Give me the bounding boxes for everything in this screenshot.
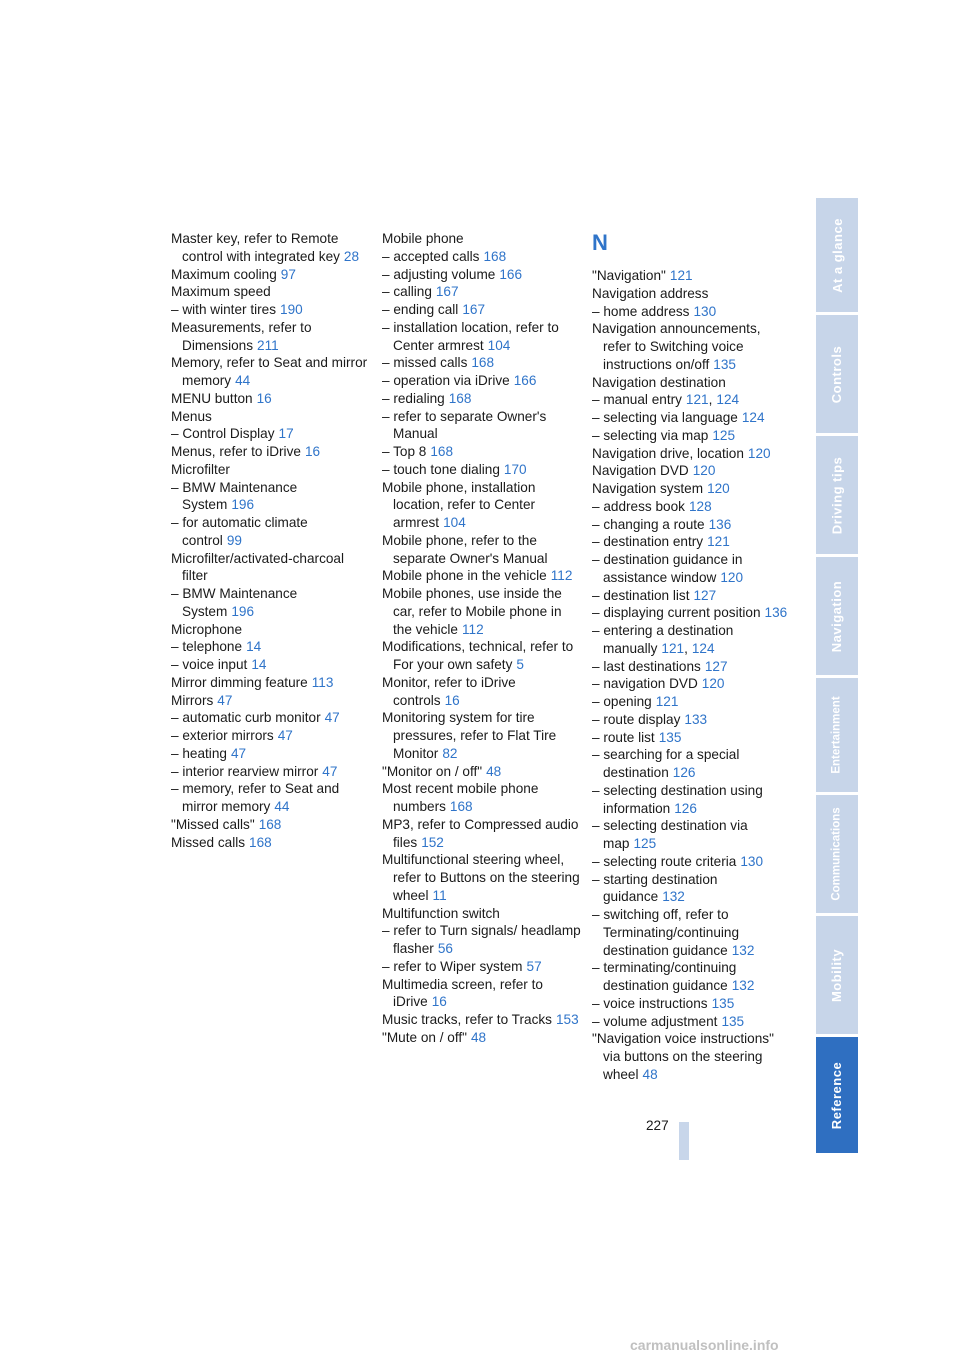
index-entry-text: Multimedia screen, refer to iDrive bbox=[382, 976, 543, 1010]
page-reference-link[interactable]: 47 bbox=[324, 710, 340, 726]
index-entry-text: Music tracks, refer to Tracks bbox=[382, 1012, 552, 1027]
page-reference-link[interactable]: 126 bbox=[672, 765, 696, 780]
index-entry-text: – last destinations bbox=[592, 658, 701, 674]
page-reference-link[interactable]: 152 bbox=[421, 834, 444, 850]
page-marker bbox=[679, 1122, 689, 1160]
index-entry-text: – adjusting volume bbox=[382, 266, 496, 282]
section-tab-communications[interactable] bbox=[816, 795, 858, 913]
page-reference-link[interactable]: 166 bbox=[499, 266, 523, 282]
page-reference-link[interactable]: 132 bbox=[731, 942, 755, 958]
index-entry bbox=[382, 709, 582, 762]
page-reference-link[interactable]: 82 bbox=[442, 745, 458, 761]
index-entry-text: Navigation system bbox=[592, 481, 704, 496]
page-reference-link[interactable]: 104 bbox=[443, 515, 466, 530]
index-entry bbox=[171, 301, 371, 319]
index-entry-text: Memory, refer to Seat and mirror memory bbox=[171, 355, 368, 388]
page-reference-link[interactable]: 5 bbox=[516, 657, 524, 672]
index-entry bbox=[592, 462, 792, 480]
index-entry-text: Mirrors bbox=[171, 692, 214, 708]
index-entry bbox=[382, 816, 582, 852]
index-entry-text: – destination list bbox=[592, 587, 690, 603]
page-reference-link[interactable]: 136 bbox=[708, 516, 732, 532]
index-entry-text: – opening bbox=[592, 694, 652, 709]
index-entry-text: – accepted calls bbox=[382, 248, 480, 264]
index-entry bbox=[382, 763, 582, 781]
index-entry-text: – memory, refer to Seat and mirror memory bbox=[171, 781, 340, 814]
index-letter-heading: N bbox=[592, 230, 608, 255]
index-entry bbox=[592, 906, 792, 959]
section-tab-controls[interactable] bbox=[816, 315, 858, 433]
index-entry bbox=[382, 354, 582, 372]
index-entry-text: – starting destination guidance bbox=[592, 871, 718, 905]
index-entry-text: – selecting via language bbox=[592, 410, 738, 425]
section-tab-mobility[interactable] bbox=[816, 916, 858, 1034]
index-entry bbox=[382, 958, 582, 976]
page-reference-link[interactable]: 168 bbox=[471, 355, 495, 371]
page-reference-link[interactable]: 133 bbox=[684, 711, 708, 727]
page-reference-link[interactable]: 166 bbox=[513, 373, 537, 388]
section-tab-driving-tips[interactable] bbox=[816, 436, 858, 554]
index-entry bbox=[592, 445, 792, 463]
index-entry bbox=[171, 408, 371, 426]
index-entry-text: – Top 8 bbox=[382, 444, 427, 459]
index-entry-text: – changing a route bbox=[592, 516, 705, 532]
page-reference-link[interactable]: 99 bbox=[226, 532, 242, 548]
index-entry bbox=[382, 479, 582, 532]
index-entry bbox=[382, 443, 582, 461]
index-entry bbox=[592, 516, 792, 534]
section-tab-label: Mobility bbox=[829, 948, 845, 1002]
index-entry bbox=[382, 638, 582, 674]
page-reference-link[interactable]: 124 bbox=[691, 640, 715, 656]
page-reference-link[interactable]: 16 bbox=[431, 994, 447, 1010]
section-tab-label: Driving tips bbox=[829, 456, 845, 534]
index-entry-text: – exterior mirrors bbox=[171, 728, 274, 743]
page-reference-link[interactable]: 17 bbox=[278, 426, 294, 442]
page-reference-link[interactable]: 124 bbox=[716, 392, 740, 408]
section-tab-label: Navigation bbox=[829, 580, 845, 652]
index-entry-text: Mobile phone, refer to the separate Owner's Manual bbox=[382, 532, 548, 566]
index-entry-text: – refer to Turn signals/ headlamp flasher bbox=[382, 923, 581, 956]
index-entry-text: – searching for a special destination bbox=[592, 747, 740, 780]
page-reference-link[interactable]: 196 bbox=[231, 497, 255, 513]
index-entry-text: – operation via iDrive bbox=[382, 373, 510, 388]
page-reference-link[interactable]: 170 bbox=[503, 461, 527, 477]
page-reference-link[interactable]: 56 bbox=[437, 941, 453, 956]
index-entry bbox=[382, 674, 582, 710]
index-entry bbox=[171, 425, 371, 443]
index-entry bbox=[171, 266, 371, 284]
page-reference-link[interactable]: 120 bbox=[692, 463, 716, 479]
index-entry bbox=[592, 729, 792, 747]
page-reference-link[interactable]: 135 bbox=[721, 1013, 745, 1029]
page-reference-link[interactable]: 47 bbox=[277, 728, 293, 743]
section-tab-label: Controls bbox=[829, 345, 845, 403]
index-entry bbox=[171, 390, 371, 408]
page-reference-link[interactable]: 16 bbox=[444, 692, 460, 708]
page-reference-link[interactable]: 48 bbox=[486, 763, 502, 779]
section-tab-label: Reference bbox=[829, 1061, 845, 1129]
index-entry-text: – BMW Maintenance System bbox=[171, 586, 298, 619]
index-entry-text: Microfilter bbox=[171, 461, 230, 477]
index-entry bbox=[171, 514, 371, 550]
index-entry bbox=[171, 479, 371, 515]
index-entry bbox=[382, 461, 582, 479]
index-entry bbox=[382, 230, 582, 248]
index-entry bbox=[382, 266, 582, 284]
index-entry bbox=[592, 409, 792, 427]
index-entry-text: Mirror dimming feature bbox=[171, 674, 308, 690]
index-entry bbox=[592, 267, 792, 285]
index-entry-text: – navigation DVD bbox=[592, 676, 698, 692]
index-entry bbox=[171, 443, 371, 461]
page-reference-link[interactable]: 127 bbox=[704, 658, 728, 674]
page-reference-link[interactable]: 47 bbox=[217, 692, 233, 708]
page-reference-link[interactable]: 120 bbox=[747, 445, 771, 461]
index-entry bbox=[382, 319, 582, 355]
page-reference-link[interactable]: 47 bbox=[230, 745, 247, 761]
index-entry-text: MENU button bbox=[171, 390, 253, 406]
index-entry-text: Missed calls bbox=[171, 834, 246, 850]
index-entry bbox=[171, 656, 371, 674]
index-entry-text: Microphone bbox=[171, 621, 243, 637]
index-entry-text: Navigation drive, location bbox=[592, 445, 744, 461]
page-reference-link[interactable]: 112 bbox=[550, 568, 573, 584]
index-entry bbox=[592, 658, 792, 676]
page-reference-link[interactable]: 136 bbox=[764, 605, 788, 621]
section-tab-label: Communications bbox=[831, 807, 844, 901]
page-reference-link[interactable]: 44 bbox=[235, 373, 251, 388]
index-entry-text: – displaying current position bbox=[592, 605, 761, 621]
index-entry bbox=[592, 711, 792, 729]
index-entry-text: – installation location, refer to Center armrest bbox=[382, 319, 559, 353]
index-entry-text: Master key, refer to Remote control with integrated key bbox=[171, 231, 340, 264]
index-entry-text: – manual entry bbox=[592, 392, 682, 408]
index-entry-text: "Mute on / off" bbox=[382, 1029, 467, 1045]
index-entry bbox=[171, 283, 371, 301]
page-number: 227 bbox=[646, 1118, 669, 1133]
index-entry: – entering a destination manually 121, 124 bbox=[592, 623, 734, 656]
index-column-3 bbox=[592, 230, 792, 1084]
index-entry bbox=[592, 1030, 792, 1083]
page-reference-link[interactable]: 28 bbox=[343, 248, 360, 264]
index-entry bbox=[592, 427, 792, 445]
index-entry bbox=[171, 692, 371, 710]
index-entry-text: Mobile phone, installation location, refer to Center armrest bbox=[382, 479, 536, 530]
index-entry-text: – selecting destination via map bbox=[592, 818, 748, 851]
index-entry-text: – with winter tires bbox=[171, 302, 277, 317]
index-entry bbox=[382, 976, 582, 1012]
index-entry bbox=[171, 319, 371, 355]
page-reference-link[interactable]: 132 bbox=[662, 889, 685, 905]
index-entry-text: – volume adjustment bbox=[592, 1013, 718, 1029]
section-tab-reference[interactable] bbox=[816, 1037, 858, 1153]
index-entry-text: – refer to Wiper system bbox=[382, 958, 523, 974]
page-reference-link[interactable]: 125 bbox=[633, 836, 657, 851]
section-tab-label: At a glance bbox=[829, 217, 845, 293]
index-entry-text: – BMW Maintenance System bbox=[171, 479, 298, 513]
watermark: carmanualsonline.info bbox=[630, 1337, 779, 1353]
index-entry bbox=[382, 922, 582, 958]
index-entry-text: – automatic curb monitor bbox=[171, 710, 321, 726]
index-entry-text: Monitor, refer to iDrive controls bbox=[382, 674, 516, 708]
index-entry-text: Maximum speed bbox=[171, 284, 271, 300]
index-entry bbox=[382, 905, 582, 923]
index-entry-text: Mobile phone in the vehicle bbox=[382, 568, 547, 584]
index-entry bbox=[171, 674, 371, 692]
page-reference-link[interactable]: 168 bbox=[483, 248, 507, 264]
index-entry bbox=[592, 782, 792, 818]
section-tab-navigation[interactable] bbox=[816, 557, 858, 675]
index-entry-text: – voice input bbox=[171, 657, 248, 672]
page-reference-link[interactable]: 168 bbox=[249, 834, 272, 850]
index-entry-text: "Monitor on / off" bbox=[382, 763, 483, 779]
index-entry-text: – route display bbox=[592, 711, 681, 727]
index-entry bbox=[592, 374, 792, 392]
index-entry-text: Menus, refer to iDrive bbox=[171, 444, 301, 459]
index-entry bbox=[592, 533, 792, 551]
index-entry bbox=[171, 763, 371, 781]
index-entry-text: – refer to separate Owner's Manual bbox=[382, 408, 547, 442]
index-entry-text: – home address bbox=[592, 303, 690, 319]
index-entry bbox=[382, 1011, 582, 1029]
section-tab-label: Entertainment bbox=[831, 696, 844, 774]
index-entry bbox=[382, 567, 582, 585]
page-reference-link[interactable]: 168 bbox=[258, 816, 282, 832]
index-entry-text: Most recent mobile phone numbers bbox=[382, 781, 539, 814]
index-entry-text: – route list bbox=[592, 729, 655, 745]
index-entry bbox=[382, 390, 582, 408]
page-reference-link[interactable]: 196 bbox=[231, 603, 255, 619]
index-entry bbox=[171, 709, 371, 727]
page-reference-link[interactable]: 127 bbox=[693, 587, 717, 603]
page-reference-link[interactable]: 113 bbox=[311, 674, 334, 690]
index-entry bbox=[382, 532, 582, 568]
page-reference-link[interactable]: 121 bbox=[707, 534, 730, 550]
index-entry bbox=[171, 354, 371, 390]
index-entry-text: "Navigation" bbox=[592, 268, 666, 283]
page-reference-link[interactable]: 14 bbox=[251, 657, 267, 672]
index-entry bbox=[171, 816, 371, 834]
index-entry-text: Navigation destination bbox=[592, 374, 726, 390]
index-entry-text: – selecting destination using information bbox=[592, 782, 763, 816]
index-entry-text: – destination entry bbox=[592, 534, 704, 550]
index-entry-text: – interior rearview mirror bbox=[171, 763, 319, 779]
index-entry-text: – calling bbox=[382, 284, 432, 300]
index-entry bbox=[592, 303, 792, 321]
index-entry bbox=[171, 745, 371, 763]
index-entry-text: "Navigation voice instructions" via buttons on the steering wheel bbox=[592, 1031, 774, 1082]
index-entry-text: Navigation DVD bbox=[592, 463, 689, 479]
page-reference-link[interactable]: 167 bbox=[435, 284, 459, 300]
page-reference-link[interactable]: 128 bbox=[688, 498, 712, 514]
page-reference-link[interactable]: 48 bbox=[642, 1066, 658, 1082]
page-reference-link[interactable]: 112 bbox=[462, 621, 484, 637]
page-reference-link[interactable]: 47 bbox=[322, 763, 338, 779]
index-entry bbox=[592, 320, 792, 373]
page-reference-link[interactable]: 167 bbox=[462, 302, 486, 317]
page-reference-link[interactable]: 121 bbox=[655, 694, 679, 709]
index-entry bbox=[171, 585, 371, 621]
page-reference-link[interactable]: 121 bbox=[685, 392, 709, 408]
index-entry bbox=[382, 780, 582, 816]
index-entry: – manual entry 121, 124 bbox=[592, 392, 740, 408]
page-reference-link[interactable]: 126 bbox=[674, 800, 697, 816]
index-entry bbox=[382, 301, 582, 319]
index-entry-text: Measurements, refer to Dimensions bbox=[171, 319, 312, 353]
index-entry-text: Multifunctional steering wheel, refer to Buttons on the steering wheel bbox=[382, 852, 580, 903]
page-reference-link[interactable]: 132 bbox=[731, 978, 755, 993]
index-entry bbox=[171, 550, 371, 586]
page-reference-link[interactable]: 135 bbox=[713, 356, 736, 372]
index-entry bbox=[171, 834, 371, 852]
page-reference-link[interactable]: 16 bbox=[256, 390, 272, 406]
page-reference-link[interactable]: 168 bbox=[448, 390, 472, 406]
index-entry-text: – selecting via map bbox=[592, 427, 709, 443]
page-reference-link[interactable]: 97 bbox=[280, 266, 296, 282]
index-entry-text: – entering a destination manually bbox=[592, 623, 734, 656]
index-entry-text: Menus bbox=[171, 408, 212, 424]
index-entry-text: MP3, refer to Compressed audio files bbox=[382, 816, 579, 850]
page-reference-link[interactable]: 48 bbox=[470, 1029, 487, 1045]
page-reference-link[interactable]: 121 bbox=[661, 640, 685, 656]
index-entry-text: – destination guidance in assistance window bbox=[592, 552, 743, 585]
index-entry-text: – voice instructions bbox=[592, 995, 708, 1011]
index-entry-text: – switching off, refer to Terminating/continuing destination guidance bbox=[592, 907, 740, 958]
index-column-1 bbox=[171, 230, 371, 851]
index-entry bbox=[171, 638, 371, 656]
index-entry-text: – telephone bbox=[171, 639, 243, 655]
index-entry-text: – selecting route criteria bbox=[592, 853, 737, 869]
index-entry bbox=[592, 587, 792, 605]
index-entry bbox=[382, 1029, 582, 1047]
index-entry bbox=[592, 817, 792, 853]
index-entry-text: – ending call bbox=[382, 302, 459, 317]
index-entry bbox=[382, 283, 582, 301]
index-entry-text: – heating bbox=[171, 745, 227, 761]
section-tabs bbox=[816, 198, 858, 1156]
index-entry bbox=[592, 959, 792, 995]
index-entry bbox=[171, 621, 371, 639]
index-entry-text: – address book bbox=[592, 498, 685, 514]
index-entry-text: Navigation announcements, refer to Switching voice instructions on/off bbox=[592, 321, 761, 372]
page-reference-link[interactable]: 153 bbox=[555, 1012, 579, 1027]
index-entry-text: Multifunction switch bbox=[382, 905, 500, 921]
index-entry-text: – redialing bbox=[382, 390, 445, 406]
page-reference-link[interactable]: 121 bbox=[669, 268, 693, 283]
page-reference-link[interactable]: 16 bbox=[304, 444, 321, 459]
index-entry bbox=[592, 604, 792, 622]
index-entry-text: – touch tone dialing bbox=[382, 461, 500, 477]
page-reference-link[interactable]: 120 bbox=[720, 569, 744, 585]
index-entry bbox=[171, 780, 371, 816]
page-reference-link[interactable]: 130 bbox=[693, 303, 717, 319]
index-entry bbox=[592, 1013, 792, 1031]
page-reference-link[interactable]: 14 bbox=[246, 639, 262, 655]
page-reference-link[interactable]: 120 bbox=[701, 676, 725, 692]
index-entry-text: – terminating/continuing destination guidance bbox=[592, 960, 737, 993]
page-reference-link[interactable]: 104 bbox=[487, 337, 511, 353]
index-entry-text: Monitoring system for tire pressures, refer to Flat Tire Monitor bbox=[382, 710, 557, 761]
page-reference-link[interactable]: 44 bbox=[274, 799, 290, 814]
page-reference-link[interactable]: 125 bbox=[712, 427, 736, 443]
page-reference-link[interactable]: 120 bbox=[707, 481, 730, 496]
page-reference-link[interactable]: 168 bbox=[430, 444, 454, 459]
index-entry bbox=[592, 285, 792, 303]
page-reference-link[interactable]: 168 bbox=[449, 799, 473, 814]
index-entry bbox=[592, 675, 792, 693]
section-tab-entertainment[interactable] bbox=[816, 678, 858, 792]
index-entry-text: Maximum cooling bbox=[171, 266, 277, 282]
index-entry-text: – missed calls bbox=[382, 355, 468, 371]
page-reference-link[interactable]: 211 bbox=[257, 337, 279, 353]
index-entry bbox=[382, 248, 582, 266]
index-entry-text: Mobile phone bbox=[382, 231, 464, 246]
index-entry bbox=[592, 498, 792, 516]
index-entry bbox=[592, 995, 792, 1013]
index-entry bbox=[592, 853, 792, 871]
index-entry-text: "Missed calls" bbox=[171, 816, 255, 832]
index-entry bbox=[171, 727, 371, 745]
index-entry bbox=[592, 871, 792, 907]
page-reference-link[interactable]: 135 bbox=[711, 995, 735, 1011]
page-reference-link[interactable]: 124 bbox=[741, 410, 765, 425]
index-column-2 bbox=[382, 230, 582, 1047]
index-entry bbox=[592, 693, 792, 711]
index-entry bbox=[592, 551, 792, 587]
index-entry bbox=[382, 851, 582, 904]
index-entry bbox=[171, 461, 371, 479]
index-entry bbox=[382, 585, 582, 638]
page-reference-link[interactable]: 11 bbox=[432, 887, 447, 903]
page-reference-link[interactable]: 190 bbox=[280, 302, 303, 317]
index-entry bbox=[592, 746, 792, 782]
index-entry-text: – Control Display bbox=[171, 426, 275, 442]
index-entry bbox=[171, 230, 371, 266]
section-tab-at-a-glance[interactable] bbox=[816, 198, 858, 312]
index-entry-text: Navigation address bbox=[592, 285, 709, 301]
page-reference-link[interactable]: 57 bbox=[526, 958, 542, 974]
index-entry-text: Modifications, technical, refer to For your own safety bbox=[382, 639, 574, 672]
index-entry-text: – for automatic climate control bbox=[171, 515, 308, 548]
index-entry bbox=[382, 408, 582, 444]
index-entry bbox=[592, 480, 792, 498]
index-entry-text: Mobile phones, use inside the car, refer to Mobile phone in the vehicle bbox=[382, 586, 562, 637]
page-reference-link[interactable]: 130 bbox=[740, 853, 764, 869]
index-entry bbox=[382, 372, 582, 390]
index-entry-text: Microfilter/activated-charcoal filter bbox=[171, 550, 345, 584]
page-reference-link[interactable]: 135 bbox=[658, 729, 682, 745]
